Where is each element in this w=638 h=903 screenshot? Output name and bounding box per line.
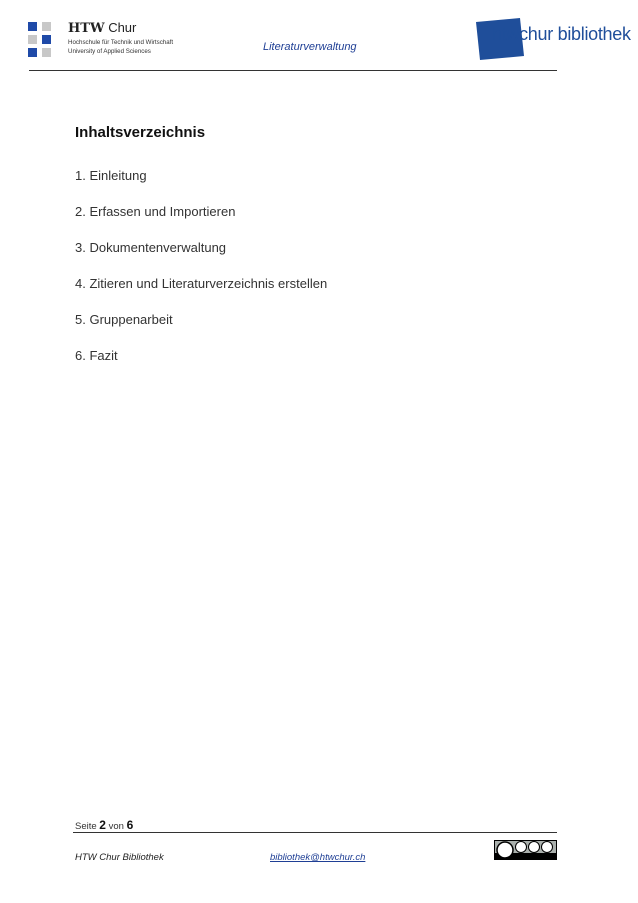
page-label: Seite (75, 821, 97, 832)
toc-item: 2. Erfassen und Importieren (75, 204, 236, 219)
htw-city: Chur (108, 20, 137, 35)
toc-heading: Inhaltsverzeichnis (75, 124, 206, 141)
htwchur-bibliothek-logo (472, 18, 636, 60)
footer-library-name: HTW Chur Bibliothek (75, 852, 164, 863)
footer-email-link[interactable]: bibliothek@htwchur.ch (270, 852, 366, 863)
toc-item: 4. Zitieren und Literaturverzeichnis erstellen (75, 276, 328, 291)
page-header-title: Literaturverwaltung (263, 41, 357, 53)
cc-license-icon (494, 840, 557, 860)
htw-subtitle-2: University of Applied Sciences (68, 48, 151, 55)
footer-divider (73, 832, 557, 833)
htw-chur-logo (28, 18, 218, 62)
htw-brand: HTW (68, 21, 105, 36)
htw-subtitle-1: Hochschule für Technik und Wirtschaft (68, 39, 174, 46)
htw-squares-icon (28, 18, 62, 62)
page-total: 6 (126, 818, 134, 832)
toc-item: 6. Fazit (75, 348, 118, 363)
page-number (75, 818, 133, 832)
toc-item: 3. Dokumentenverwaltung (75, 240, 227, 255)
page-separator: von (108, 821, 124, 832)
toc-item: 1. Einleitung (75, 168, 147, 183)
header-divider (29, 70, 557, 71)
toc-item: 5. Gruppenarbeit (75, 312, 173, 327)
htw-name (68, 20, 136, 36)
library-logo-text: htwchur bibliothek (492, 24, 631, 44)
page-current: 2 (99, 818, 106, 832)
